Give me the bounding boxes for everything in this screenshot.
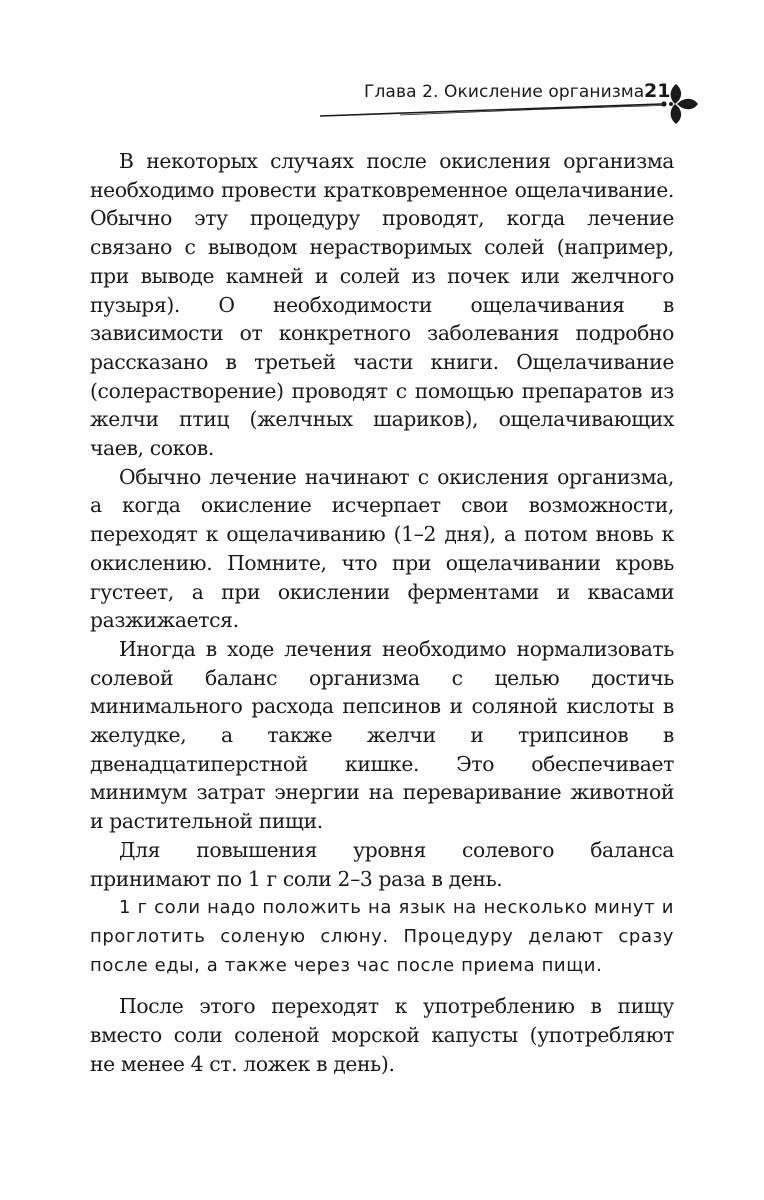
page-body — [90, 147, 674, 1078]
chapter-title: Глава 2. Окисление организма — [364, 82, 645, 102]
paragraph-treatment-order: Обычно лечение начинают с окисления организма, а когда окисление исчерпает свои возможности, переходят к ощелачиванию (1–2 дня), а потом вновь к окислению. Помните, что при ощелачивании кровь густеет, а при окислении ферментами и квасами разжижается. — [90, 464, 674, 633]
paragraph-salt-dosage: Для повышения уровня солевого баланса принимают по 1 г соли 2–3 раза в день. — [90, 837, 674, 891]
note-salt-instructions: 1 г соли надо положить на язык на несколько минут и проглотить соленую слюну. Процедуру делают сразу после еды, а также через час после приема пищи. — [90, 897, 674, 977]
running-header — [250, 80, 702, 128]
paragraph-seaweed: После этого переходят к употреблению в пищу вместо соли соленой морской капусты (употребляют не менее 4 ст. ложек в день). — [90, 994, 674, 1076]
paragraph-alkalization-intro: В некоторых случаях после окисления организма необходимо провести кратковременное ощелачивание. Обычно эту процедуру проводят, когда лечение связано с выводом нерастворимых солей (например, при выводе камней и солей из почек или желчного пузыря). О необходимости ощелачивания в зависимости от конкретного заболевания подробно рассказано в третьей части книги. Ощелачивание (солерастворение) проводят с помощью препаратов из желчи птиц (желчных шариков), ощелачивающих чаев, соков. — [90, 149, 674, 461]
page-number: 21 — [644, 80, 671, 102]
paragraph-salt-balance: Иногда в ходе лечения необходимо нормализовать солевой баланс организма с целью достичь минимального расхода пепсинов и соляной кислоты в желудке, а также желчи и трипсинов в двенадцатиперстной кишке. Это обеспечивает минимум затрат энергии на переваривание животной и растительной пищи. — [90, 636, 674, 834]
